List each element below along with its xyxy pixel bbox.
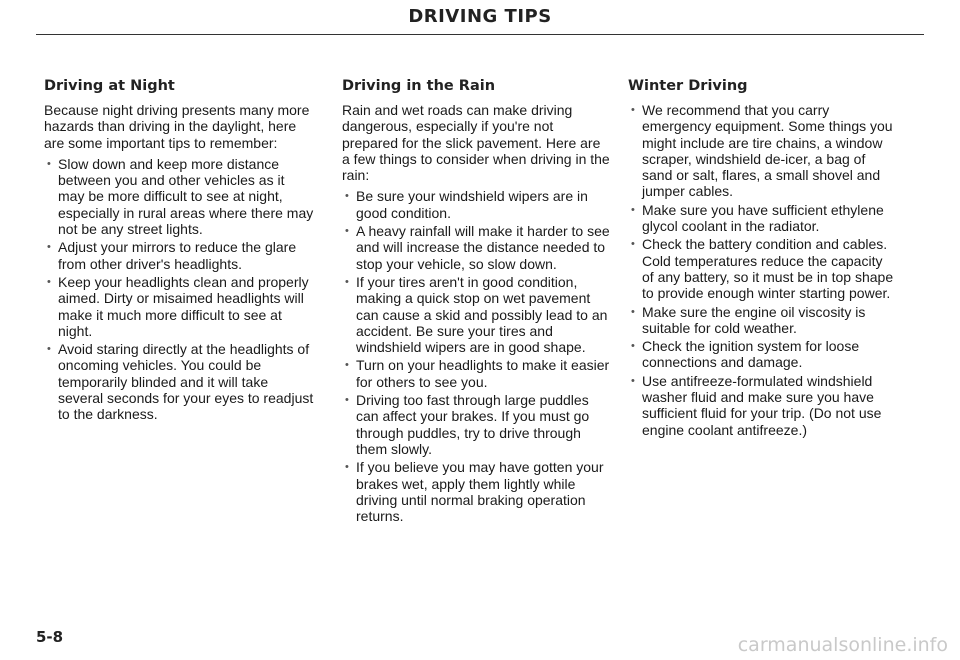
- list-item: • Make sure the engine oil viscosity is suitable for cold weather.: [628, 304, 898, 337]
- section-title: Driving at Night: [44, 78, 175, 94]
- section-intro: Rain and wet roads can make driving dangerous, especially if you're not prepared for the slick pavement. Here are a few things to consider when driving in the rain:: [342, 102, 610, 184]
- section-winter-driving: [628, 78, 898, 440]
- list-item: • Slow down and keep more distance between you and other vehicles as it may be more difficult to see at night, especially in rural areas where there may not be any street lights.: [44, 156, 314, 237]
- list-item: • Avoid staring directly at the headlights of oncoming vehicles. You could be temporarily blinded and it will take several seconds for your eyes to readjust to the darkness.: [44, 341, 314, 422]
- list-item: • If your tires aren't in good condition, making a quick stop on wet pavement can cause a skid and possibly lead to an accident. Be sure your tires and windshield wipers are in good shape.: [342, 274, 612, 355]
- list-item: • Use antifreeze-formulated windshield washer fluid and make sure you have sufficient fluid for your trip. (Do not use engine coolant antifreeze.): [628, 373, 898, 438]
- list-item: • Adjust your mirrors to reduce the glare from other driver's headlights.: [44, 239, 314, 272]
- page-title: DRIVING TIPS: [408, 6, 552, 27]
- list-item: • Driving too fast through large puddles can affect your brakes. If you must go through puddles, try to drive through them slowly.: [342, 392, 612, 457]
- list-item: • Keep your headlights clean and properly aimed. Dirty or misaimed headlights will make it much more difficult to see at night.: [44, 274, 314, 339]
- tips-list: [342, 188, 612, 524]
- list-item: • A heavy rainfall will make it harder to see and will increase the distance needed to stop your vehicle, so slow down.: [342, 223, 612, 272]
- section-title: Winter Driving: [628, 78, 748, 94]
- list-item: • Turn on your headlights to make it easier for others to see you.: [342, 357, 612, 390]
- tips-list: [44, 156, 314, 423]
- list-item: • Be sure your windshield wipers are in good condition.: [342, 188, 612, 221]
- list-item: • We recommend that you carry emergency equipment. Some things you might include are tire chains, a window scraper, windshield de-icer, a bag of sand or salt, flares, a small shovel and jumper cables.: [628, 102, 898, 200]
- watermark: carmanualsonline.info: [737, 634, 948, 656]
- list-item: • Check the battery condition and cables. Cold temperatures reduce the capacity of any battery, so it must be in top shape to provide enough winter starting power.: [628, 236, 898, 301]
- section-intro: Because night driving presents many more hazards than driving in the daylight, here are some important tips to remember:: [44, 102, 310, 151]
- section-driving-in-rain: [342, 78, 612, 526]
- list-item: • If you believe you may have gotten your brakes wet, apply them lightly while driving until normal braking operation returns.: [342, 459, 612, 524]
- list-item: • Make sure you have sufficient ethylene glycol coolant in the radiator.: [628, 202, 898, 235]
- section-driving-at-night: [44, 78, 314, 425]
- page-number: 5-8: [36, 628, 64, 646]
- tips-list: [628, 102, 898, 438]
- section-title: Driving in the Rain: [342, 78, 496, 94]
- list-item: • Check the ignition system for loose connections and damage.: [628, 338, 898, 371]
- header-divider: [36, 34, 924, 35]
